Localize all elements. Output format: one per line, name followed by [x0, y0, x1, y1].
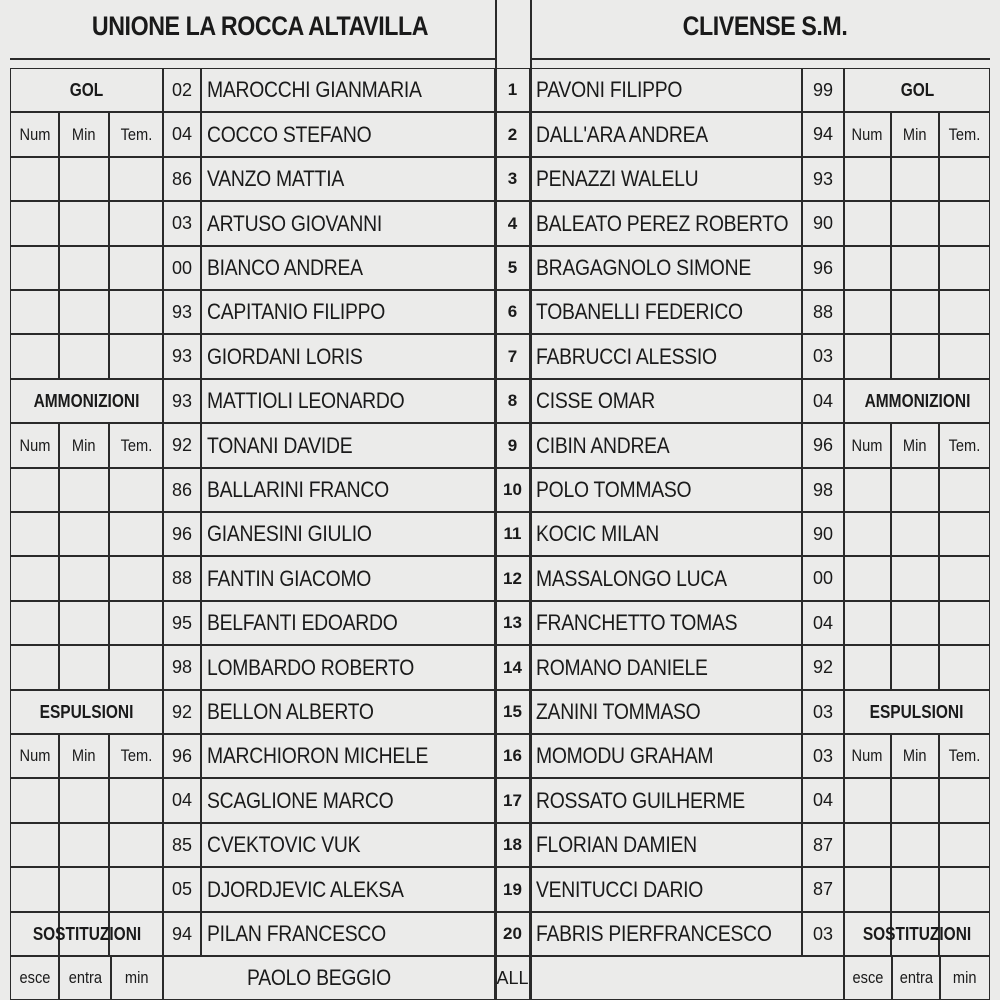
home-player-name	[201, 778, 495, 823]
away-ammonizioni-empty-cell	[844, 601, 891, 645]
away-player-name-text: MOMODU GRAHAM	[536, 743, 714, 768]
away-gol-empty-cell	[891, 201, 939, 246]
home-gol-empty-cell	[10, 290, 59, 334]
away-player-number: 8	[495, 379, 530, 423]
away-espulsioni-col-header	[844, 734, 891, 778]
home-player-year: 86	[163, 468, 201, 512]
away-espulsioni-col-header-text: Num	[851, 746, 883, 765]
away-espulsioni-col-header	[939, 734, 990, 778]
home-espulsioni-col-header	[59, 734, 109, 778]
away-ammonizioni-col-header-text: Tem.	[948, 435, 981, 455]
home-ammonizioni-col-header-text: Min	[72, 435, 96, 455]
home-player-name-text: GIANESINI GIULIO	[207, 521, 372, 546]
home-player-year: 94	[163, 912, 201, 956]
home-ammonizioni-empty-cell	[10, 645, 59, 690]
away-player-name-text: VENITUCCI DARIO	[536, 876, 704, 902]
away-ammonizioni-empty-cell	[939, 468, 990, 512]
home-ammonizioni-empty-cell	[109, 601, 163, 645]
away-player-year: 96	[802, 246, 844, 290]
away-player-name-text: TOBANELLI FEDERICO	[536, 299, 743, 324]
home-gol-empty-cell	[59, 246, 109, 290]
away-player-name	[530, 157, 802, 201]
away-espulsioni-col-header	[891, 734, 939, 778]
home-player-year: 85	[163, 823, 201, 867]
away-espulsioni-col-header-text: Min	[903, 746, 927, 765]
away-player-name	[530, 556, 802, 601]
home-gol-col-header	[59, 112, 109, 157]
away-player-name-text: BRAGAGNOLO SIMONE	[536, 255, 751, 280]
away-player-number: 1	[495, 68, 530, 112]
home-gol-col-header-text: Tem.	[120, 124, 153, 144]
home-player-year: 95	[163, 601, 201, 645]
away-player-number: 14	[495, 645, 530, 690]
away-player-name-text: FABRUCCI ALESSIO	[536, 343, 717, 369]
home-sub-col-header-text: min	[125, 968, 149, 987]
home-gol-col-header-text: Num	[19, 124, 50, 144]
home-ammonizioni-empty-cell	[109, 512, 163, 556]
away-gol-empty-cell	[844, 334, 891, 379]
away-player-name	[530, 379, 802, 423]
away-gol-title	[844, 68, 990, 112]
home-player-name	[201, 912, 495, 956]
away-ammonizioni-empty-cell	[939, 601, 990, 645]
away-gol-empty-cell	[939, 201, 990, 246]
home-player-name	[201, 379, 495, 423]
home-sostituzioni-title-text: SOSTITUZIONI	[32, 923, 141, 944]
away-ammonizioni-col-header-text: Num	[851, 435, 883, 455]
away-ammonizioni-empty-cell	[844, 468, 891, 512]
away-espulsioni-title-text: ESPULSIONI	[870, 701, 964, 722]
away-ammonizioni-title	[844, 379, 990, 423]
home-player-name-text: FANTIN GIACOMO	[207, 565, 372, 591]
away-player-year: 03	[802, 734, 844, 778]
away-sub-col-header-text: esce	[852, 968, 884, 987]
home-player-name-text: ARTUSO GIOVANNI	[207, 210, 382, 236]
away-gol-col-header	[891, 112, 939, 157]
away-player-name-text: ZANINI TOMMASO	[536, 699, 701, 724]
home-player-year: 86	[163, 157, 201, 201]
home-player-year: 05	[163, 867, 201, 912]
home-player-name-text: TONANI DAVIDE	[207, 432, 353, 458]
away-player-year: 00	[802, 556, 844, 601]
home-espulsioni-empty-cell	[59, 867, 109, 912]
home-espulsioni-col-header-text: Min	[72, 746, 96, 765]
away-ammonizioni-col-header	[844, 423, 891, 468]
home-espulsioni-col-header-text: Num	[19, 746, 50, 765]
away-player-number: 4	[495, 201, 530, 246]
away-player-name	[530, 734, 802, 778]
away-espulsioni-empty-cell	[891, 823, 939, 867]
away-player-name	[530, 912, 802, 956]
home-player-name-text: LOMBARDO ROBERTO	[207, 654, 414, 680]
home-header-rule	[10, 58, 495, 60]
home-player-name	[201, 68, 495, 112]
away-ammonizioni-empty-cell	[939, 556, 990, 601]
away-player-number: 9	[495, 423, 530, 468]
away-espulsioni-empty-cell	[939, 778, 990, 823]
home-gol-empty-cell	[10, 334, 59, 379]
away-player-name-text: FRANCHETTO TOMAS	[536, 610, 738, 635]
away-gol-col-header-text: Tem.	[948, 124, 981, 144]
home-player-year: 00	[163, 246, 201, 290]
away-player-number: 10	[495, 468, 530, 512]
home-player-year: 93	[163, 334, 201, 379]
away-player-number: 19	[495, 867, 530, 912]
away-espulsioni-col-header-text: Tem.	[948, 746, 981, 765]
home-sub-col-header	[111, 956, 163, 1000]
home-player-year: 98	[163, 645, 201, 690]
away-player-name-text: ROSSATO GUILHERME	[536, 787, 745, 813]
away-ammonizioni-empty-cell	[844, 556, 891, 601]
home-espulsioni-col-header	[10, 734, 59, 778]
home-player-year: 92	[163, 423, 201, 468]
home-ammonizioni-empty-cell	[109, 468, 163, 512]
home-player-name-text: CAPITANIO FILIPPO	[207, 299, 386, 324]
away-gol-col-header-text: Num	[851, 124, 883, 144]
home-coach-role: ALL	[495, 956, 530, 1000]
home-gol-col-header	[109, 112, 163, 157]
home-coach-name-text: PAOLO BEGGIO	[247, 965, 392, 990]
away-player-name	[530, 246, 802, 290]
home-gol-empty-cell	[109, 246, 163, 290]
away-player-name-text: PAVONI FILIPPO	[536, 77, 683, 102]
home-ammonizioni-col-header	[109, 423, 163, 468]
away-player-year: 04	[802, 601, 844, 645]
away-sostituzioni-title-text: SOSTITUZIONI	[862, 923, 972, 944]
away-player-name-text: CISSE OMAR	[536, 388, 655, 413]
home-ammonizioni-empty-cell	[10, 512, 59, 556]
away-player-name-text: KOCIC MILAN	[536, 521, 659, 546]
home-ammonizioni-empty-cell	[59, 556, 109, 601]
away-player-name	[530, 778, 802, 823]
away-espulsioni-empty-cell	[939, 823, 990, 867]
home-player-name-text: BELFANTI EDOARDO	[207, 610, 398, 635]
away-ammonizioni-title-text: AMMONIZIONI	[864, 390, 970, 411]
home-espulsioni-title-text: ESPULSIONI	[39, 701, 134, 722]
away-player-number: 17	[495, 778, 530, 823]
away-header-rule	[530, 58, 990, 60]
home-ammonizioni-empty-cell	[109, 556, 163, 601]
away-player-number: 20	[495, 912, 530, 956]
away-ammonizioni-empty-cell	[844, 512, 891, 556]
home-player-year: 03	[163, 201, 201, 246]
home-player-name	[201, 690, 495, 734]
home-team-title: UNIONE LA ROCCA ALTAVILLA	[91, 10, 429, 41]
away-player-year: 87	[802, 823, 844, 867]
home-player-name-text: GIORDANI LORIS	[207, 343, 363, 369]
away-player-name-text: FLORIAN DAMIEN	[536, 832, 697, 857]
home-ammonizioni-empty-cell	[10, 468, 59, 512]
away-player-number: 11	[495, 512, 530, 556]
away-player-year: 90	[802, 201, 844, 246]
home-coach-name	[163, 956, 495, 1000]
home-espulsioni-empty-cell	[59, 778, 109, 823]
away-espulsioni-empty-cell	[939, 867, 990, 912]
home-ammonizioni-empty-cell	[59, 512, 109, 556]
away-gol-col-header	[939, 112, 990, 157]
home-gol-empty-cell	[59, 201, 109, 246]
away-sub-col-header-text: entra	[899, 968, 933, 987]
away-player-name	[530, 867, 802, 912]
away-player-number: 3	[495, 157, 530, 201]
away-ammonizioni-empty-cell	[891, 512, 939, 556]
away-sub-col-header	[892, 956, 940, 1000]
home-gol-empty-cell	[109, 290, 163, 334]
home-player-name-text: MATTIOLI LEONARDO	[207, 388, 405, 413]
home-espulsioni-col-header-text: Tem.	[120, 746, 153, 765]
home-ammonizioni-col-header	[59, 423, 109, 468]
home-gol-title	[10, 68, 163, 112]
home-sub-col-header	[10, 956, 59, 1000]
away-sub-col-header-text: min	[953, 968, 977, 987]
away-sub-col-header	[844, 956, 892, 1000]
away-ammonizioni-empty-cell	[891, 645, 939, 690]
home-gol-empty-cell	[109, 201, 163, 246]
away-gol-empty-cell	[844, 157, 891, 201]
home-gol-empty-cell	[59, 334, 109, 379]
away-player-name	[530, 645, 802, 690]
away-coach-cell	[530, 956, 844, 1000]
home-player-name-text: SCAGLIONE MARCO	[207, 787, 394, 813]
away-player-number: 15	[495, 690, 530, 734]
home-ammonizioni-empty-cell	[59, 468, 109, 512]
home-player-name	[201, 823, 495, 867]
home-ammonizioni-empty-cell	[10, 601, 59, 645]
home-espulsioni-empty-cell	[109, 778, 163, 823]
away-ammonizioni-empty-cell	[891, 468, 939, 512]
away-gol-col-header-text: Min	[903, 124, 927, 144]
away-ammonizioni-empty-cell	[939, 512, 990, 556]
home-player-name	[201, 556, 495, 601]
home-gol-empty-cell	[10, 246, 59, 290]
away-player-name	[530, 334, 802, 379]
home-player-year: 96	[163, 512, 201, 556]
away-ammonizioni-col-header	[939, 423, 990, 468]
home-player-name	[201, 734, 495, 778]
home-player-year: 92	[163, 690, 201, 734]
away-sub-col-header	[940, 956, 990, 1000]
home-player-name	[201, 468, 495, 512]
away-ammonizioni-empty-cell	[891, 601, 939, 645]
away-gol-empty-cell	[844, 201, 891, 246]
home-sub-col-header-text: esce	[19, 968, 50, 987]
home-sub-col-header	[59, 956, 111, 1000]
away-player-year: 98	[802, 468, 844, 512]
home-espulsioni-col-header	[109, 734, 163, 778]
home-espulsioni-empty-cell	[10, 778, 59, 823]
away-espulsioni-title	[844, 690, 990, 734]
home-gol-title-text: GOL	[69, 79, 104, 100]
home-player-name-text: CVEKTOVIC VUK	[207, 832, 361, 857]
home-player-name-text: MARCHIORON MICHELE	[207, 743, 429, 768]
away-player-year: 87	[802, 867, 844, 912]
home-espulsioni-empty-cell	[10, 823, 59, 867]
away-player-name-text: CIBIN ANDREA	[536, 432, 670, 458]
home-player-name-text: MAROCCHI GIANMARIA	[207, 77, 422, 102]
away-player-number: 2	[495, 112, 530, 157]
home-gol-empty-cell	[10, 157, 59, 201]
home-player-year: 88	[163, 556, 201, 601]
away-ammonizioni-empty-cell	[891, 556, 939, 601]
home-sostituzioni-title	[10, 912, 163, 956]
away-gol-empty-cell	[891, 334, 939, 379]
home-player-name-text: BIANCO ANDREA	[207, 255, 363, 280]
away-player-number: 6	[495, 290, 530, 334]
home-espulsioni-empty-cell	[109, 867, 163, 912]
home-espulsioni-empty-cell	[10, 867, 59, 912]
away-espulsioni-empty-cell	[891, 778, 939, 823]
home-player-name	[201, 290, 495, 334]
home-player-name	[201, 601, 495, 645]
home-player-name-text: BALLARINI FRANCO	[207, 477, 389, 502]
away-player-name	[530, 423, 802, 468]
away-player-number: 7	[495, 334, 530, 379]
away-player-year: 99	[802, 68, 844, 112]
away-player-name	[530, 68, 802, 112]
home-ammonizioni-col-header	[10, 423, 59, 468]
away-player-year: 03	[802, 912, 844, 956]
away-gol-empty-cell	[939, 157, 990, 201]
away-gol-empty-cell	[844, 290, 891, 334]
away-player-number: 13	[495, 601, 530, 645]
away-player-name-text: BALEATO PEREZ ROBERTO	[536, 210, 789, 236]
away-player-name-text: FABRIS PIERFRANCESCO	[536, 921, 772, 946]
home-espulsioni-empty-cell	[109, 823, 163, 867]
home-player-name-text: COCCO STEFANO	[207, 121, 372, 147]
away-espulsioni-empty-cell	[844, 778, 891, 823]
away-player-name	[530, 512, 802, 556]
away-player-name	[530, 690, 802, 734]
away-player-year: 92	[802, 645, 844, 690]
home-ammonizioni-title-text: AMMONIZIONI	[33, 390, 140, 411]
home-player-year: 04	[163, 778, 201, 823]
home-gol-col-header-text: Min	[72, 124, 96, 144]
home-ammonizioni-col-header-text: Num	[19, 435, 50, 455]
away-ammonizioni-col-header-text: Min	[903, 435, 927, 455]
home-player-name-text: BELLON ALBERTO	[207, 699, 374, 724]
away-player-name	[530, 201, 802, 246]
home-player-year: 93	[163, 379, 201, 423]
away-player-year: 96	[802, 423, 844, 468]
away-player-year: 03	[802, 690, 844, 734]
home-gol-col-header	[10, 112, 59, 157]
away-gol-empty-cell	[891, 290, 939, 334]
home-gol-empty-cell	[59, 290, 109, 334]
away-team-title: CLIVENSE S.M.	[682, 10, 848, 41]
away-player-name	[530, 112, 802, 157]
home-gol-empty-cell	[59, 157, 109, 201]
away-sostituzioni-title	[844, 912, 990, 956]
away-gol-col-header	[844, 112, 891, 157]
home-player-year: 02	[163, 68, 201, 112]
away-player-number: 12	[495, 556, 530, 601]
home-player-name	[201, 512, 495, 556]
home-player-name-text: DJORDJEVIC ALEKSA	[207, 876, 404, 902]
away-gol-title-text: GOL	[900, 79, 934, 100]
away-gol-empty-cell	[939, 334, 990, 379]
away-player-name	[530, 468, 802, 512]
away-player-name-text: POLO TOMMASO	[536, 477, 692, 502]
away-ammonizioni-empty-cell	[939, 645, 990, 690]
away-ammonizioni-empty-cell	[844, 645, 891, 690]
home-player-name	[201, 645, 495, 690]
home-player-name	[201, 112, 495, 157]
home-player-year: 96	[163, 734, 201, 778]
away-player-year: 88	[802, 290, 844, 334]
away-player-year: 93	[802, 157, 844, 201]
away-gol-empty-cell	[939, 246, 990, 290]
away-player-number: 5	[495, 246, 530, 290]
away-player-number: 18	[495, 823, 530, 867]
home-sub-col-header-text: entra	[68, 968, 102, 987]
home-player-name	[201, 246, 495, 290]
home-ammonizioni-title	[10, 379, 163, 423]
home-gol-empty-cell	[109, 157, 163, 201]
home-espulsioni-empty-cell	[59, 823, 109, 867]
home-ammonizioni-empty-cell	[10, 556, 59, 601]
home-player-name-text: VANZO MATTIA	[207, 166, 345, 191]
home-player-year: 04	[163, 112, 201, 157]
away-gol-empty-cell	[891, 246, 939, 290]
away-player-name	[530, 601, 802, 645]
home-player-name	[201, 334, 495, 379]
home-player-name	[201, 157, 495, 201]
away-player-name-text: MASSALONGO LUCA	[536, 565, 727, 591]
home-espulsioni-title	[10, 690, 163, 734]
away-gol-empty-cell	[891, 157, 939, 201]
away-player-name-text: PENAZZI WALELU	[536, 166, 699, 191]
away-gol-empty-cell	[844, 246, 891, 290]
home-player-name-text: PILAN FRANCESCO	[207, 921, 386, 946]
home-ammonizioni-col-header-text: Tem.	[120, 435, 153, 455]
away-player-name	[530, 290, 802, 334]
home-ammonizioni-empty-cell	[109, 645, 163, 690]
away-espulsioni-empty-cell	[844, 867, 891, 912]
home-ammonizioni-empty-cell	[59, 601, 109, 645]
away-player-year: 04	[802, 379, 844, 423]
home-ammonizioni-empty-cell	[59, 645, 109, 690]
away-player-name-text: ROMANO DANIELE	[536, 654, 708, 680]
away-espulsioni-empty-cell	[844, 823, 891, 867]
away-gol-empty-cell	[939, 290, 990, 334]
away-player-year: 04	[802, 778, 844, 823]
away-player-name	[530, 823, 802, 867]
home-gol-empty-cell	[109, 334, 163, 379]
away-player-year: 90	[802, 512, 844, 556]
home-player-name	[201, 867, 495, 912]
away-player-name-text: DALL'ARA ANDREA	[536, 121, 708, 147]
away-player-number: 16	[495, 734, 530, 778]
away-ammonizioni-col-header	[891, 423, 939, 468]
away-espulsioni-empty-cell	[891, 867, 939, 912]
home-gol-empty-cell	[10, 201, 59, 246]
home-player-name	[201, 423, 495, 468]
away-player-year: 03	[802, 334, 844, 379]
home-player-year: 93	[163, 290, 201, 334]
away-player-year: 94	[802, 112, 844, 157]
home-player-name	[201, 201, 495, 246]
